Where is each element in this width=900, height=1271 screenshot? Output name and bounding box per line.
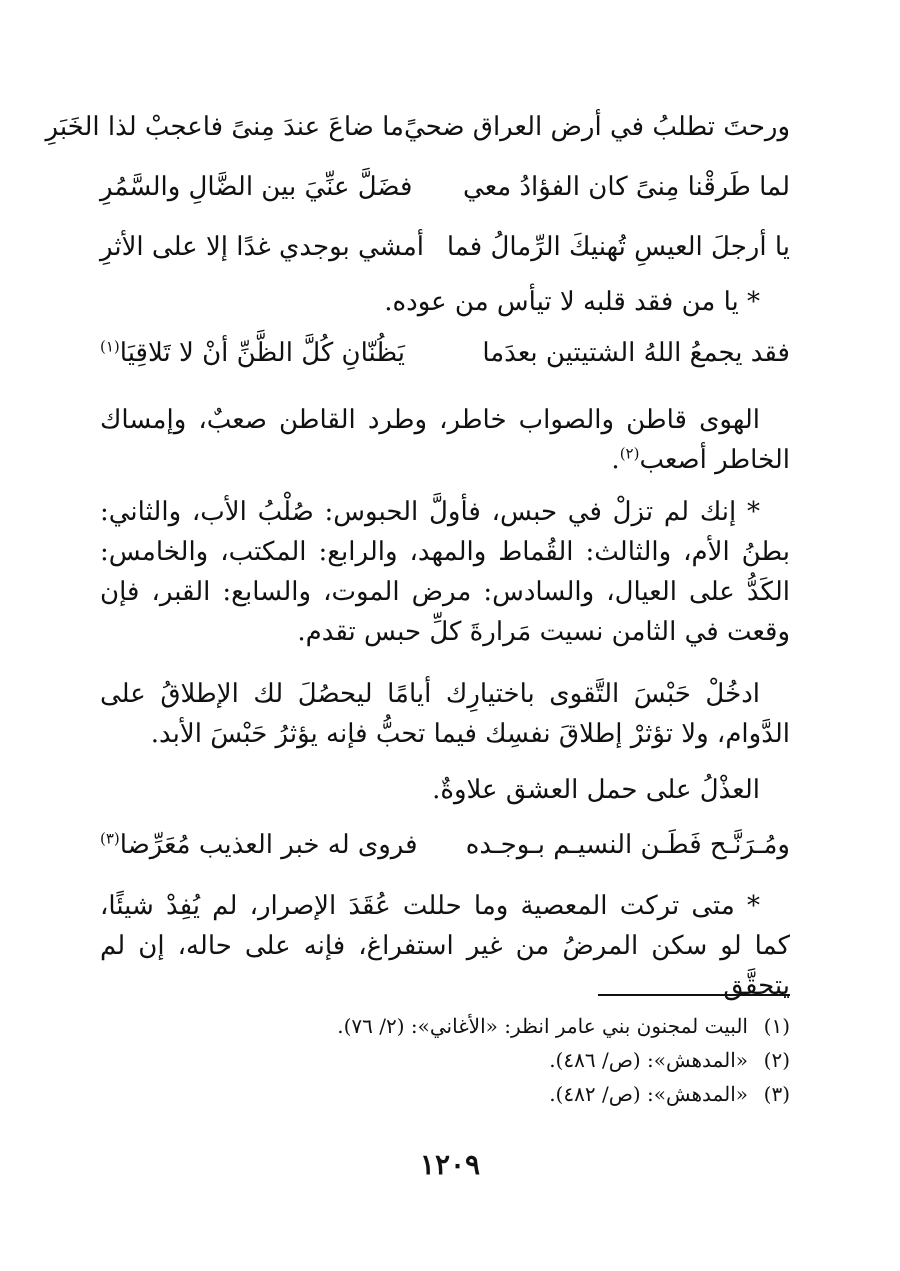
verse-right-hemistich: ومُـرَنَّـح فَطَـن النسيـم بـوجـده	[465, 830, 790, 860]
paragraph-4: ادخُلْ حَبْسَ التَّقوى باختيارِك أيامًا ليحصُلَ لك الإطلاقُ على الدَّوام، ولا تؤثرْ إطلاقَ نفسِك فيما تحبُّ فإنه يؤثرُ حَبْسَ الأبد.	[100, 679, 790, 749]
paragraph-2-text: الهوى قاطن والصواب خاطر، وطرد القاطن صعبٌ، وإمساك الخاطر أصعب	[100, 405, 790, 475]
paragraph-3: * إنك لم تزلْ في حبس، فأولَّ الحبوس: صُلْبُ الأب، والثاني: بطنُ الأم، والثالث: القُماط والمهد، والرابع: المكتب، والخامس: الكَدُّ على العيال، والسادس: مرض الموت، والسابع: القبر، فإن وقعت في الثامن نسيت مَرارةَ كلِّ حبس تقدم.	[100, 497, 790, 647]
footnote-number: (٣)	[763, 1082, 790, 1106]
footnote-ref-3: (٣)	[100, 829, 120, 848]
paragraph-1: * يا من فقد قلبه لا تيأس من عوده.	[384, 287, 760, 317]
footnote-ref-2: (٢)	[619, 444, 640, 463]
footnote-2	[100, 1048, 790, 1072]
verse-right-hemistich: لما طَرقْنا مِنىً كان الفؤادُ معي	[463, 172, 790, 202]
verse-line-1	[45, 112, 790, 142]
footnote-3	[100, 1082, 790, 1106]
verse-left-hemistich: فضَلَّ عنِّيَ بين الضَّالِ والسَّمُرِ	[100, 172, 413, 202]
verse-line-4	[100, 338, 790, 368]
verse-left-hemistich	[100, 830, 418, 860]
verse-line-5	[100, 830, 790, 860]
page-number: ١٢٠٩	[419, 1148, 481, 1181]
paragraph-2-end: .	[611, 445, 620, 475]
paragraph-2	[100, 400, 790, 480]
footnote-number: (٢)	[763, 1048, 790, 1072]
footnote-1	[100, 1014, 790, 1038]
verse-right-hemistich: يا أرجلَ العيسِ تُهنيكَ الرِّمالُ فما	[446, 232, 790, 262]
footnote-text: «المدهش»: (ص/ ٤٨٦).	[549, 1048, 748, 1072]
footnote-ref-1: (١)	[100, 337, 120, 356]
paragraph-5: العذْلُ على حمل العشق علاوةٌ.	[432, 775, 760, 805]
verse-left-hemistich	[100, 338, 405, 368]
verse-left-hemistich: أمشي بوجدي غدًا إلا على الأثرِ	[100, 232, 425, 262]
footnote-number: (١)	[763, 1014, 790, 1038]
verse-text: فروى له خبر العذيب مُعَرِّضا	[119, 830, 418, 860]
footnote-text: «المدهش»: (ص/ ٤٨٢).	[549, 1082, 748, 1106]
verse-line-2	[100, 172, 790, 202]
footnote-text: البيت لمجنون بني عامر انظر: «الأغاني»: (٢/ ٧٦).	[337, 1014, 748, 1038]
verse-left-hemistich: ما ضاعَ عندَ مِنىً فاعجبْ لذا الخَبَرِ	[45, 112, 404, 142]
verse-right-hemistich: ورحتَ تطلبُ في أرض العراق ضحيً	[403, 112, 790, 142]
verse-line-3	[100, 232, 790, 262]
paragraph-6: * متى تركت المعصية وما حللت عُقَدَ الإصرار، لم يُفِدْ شيئًا، كما لو سكن المرضُ من غير استفراغ، فإنه على حاله، إن لم يتحقَّق	[100, 891, 790, 1001]
verse-text: يَظُنّانِ كُلَّ الظَّنِّ أنْ لا تَلاقِيَا	[119, 338, 405, 368]
verse-right-hemistich: فقد يجمعُ اللهُ الشتيتين بعدَما	[482, 338, 790, 368]
footnote-separator	[598, 994, 790, 996]
